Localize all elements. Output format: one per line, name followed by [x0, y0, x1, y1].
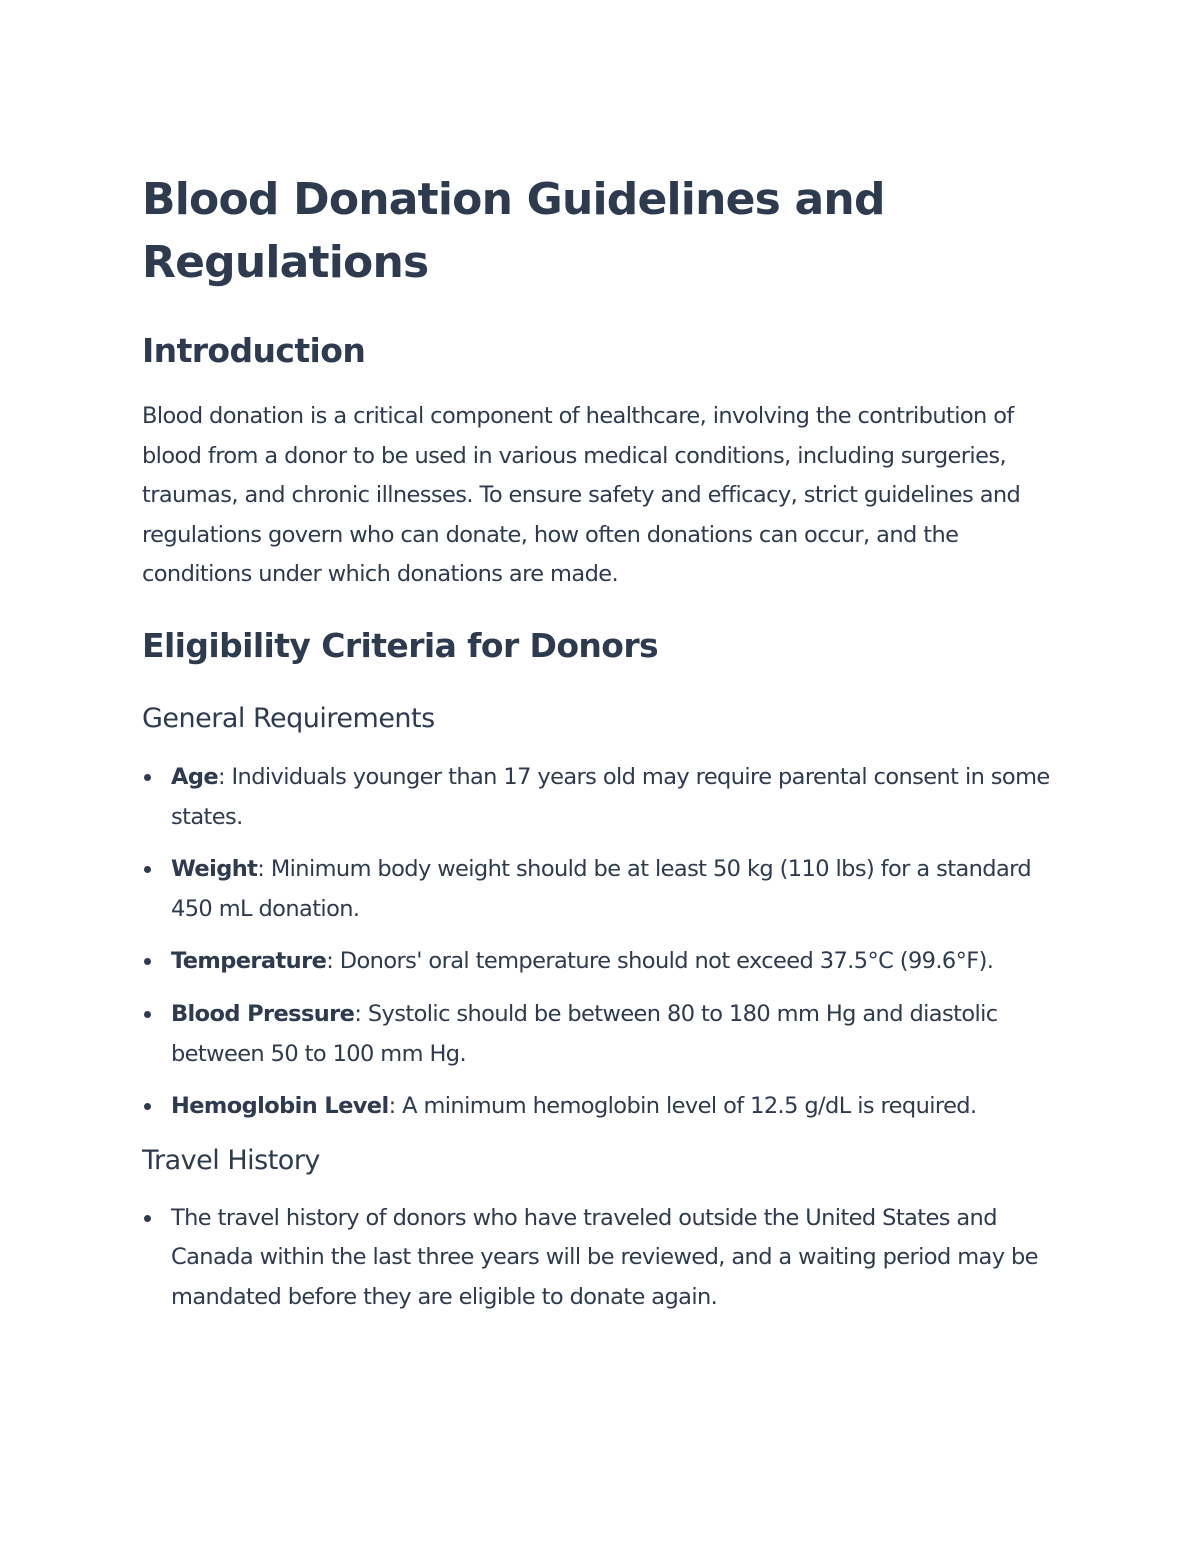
list-item-term: Blood Pressure: [171, 1000, 355, 1027]
list-item-text: : Donors' oral temperature should not exceed 37.5°C (99.6°F).: [326, 948, 994, 975]
subsection-heading-general-requirements: General Requirements: [142, 702, 435, 734]
list-item-text: : Systolic should be between 80 to 180 mm Hg and diastolic between 50 to 100 mm Hg.: [171, 1000, 998, 1067]
bullet-icon: [144, 1103, 151, 1110]
general-requirements-list: [142, 758, 1067, 1127]
bullet-icon: [144, 1011, 151, 1018]
list-item-term: Temperature: [171, 948, 327, 975]
travel-history-list: [142, 1199, 1067, 1318]
list-item-text: : A minimum hemoglobin level of 12.5 g/dL is required.: [388, 1093, 977, 1120]
bullet-icon: [144, 1215, 151, 1222]
list-item-term: Age: [171, 763, 218, 790]
list-item-weight: [142, 850, 1067, 929]
subsection-heading-travel-history: Travel History: [142, 1144, 320, 1176]
list-item-temperature: [142, 942, 1067, 982]
bullet-icon: [144, 774, 151, 781]
list-item-term: Hemoglobin Level: [171, 1093, 389, 1120]
list-item-travel: [142, 1199, 1067, 1318]
list-item-hemoglobin-level: [142, 1087, 1067, 1127]
document-title: Blood Donation Guidelines and Regulations: [142, 174, 885, 288]
list-item-blood-pressure: [142, 995, 1067, 1074]
section-heading-eligibility: Eligibility Criteria for Donors: [142, 625, 659, 665]
document-page: [142, 168, 1067, 1318]
introduction-paragraph: Blood donation is a critical component of healthcare, involving the contribution of blood from a donor to be used in various medical conditions, including surgeries, traumas, and chronic illnesses. To ensure safety and efficacy, strict guidelines and regulations govern who can donate, how often donations can occur, and the conditions under which donations are made.: [142, 403, 1021, 588]
bullet-icon: [144, 958, 151, 965]
list-item-text: : Minimum body weight should be at least 50 kg (110 lbs) for a standard 450 mL donation.: [171, 856, 1032, 922]
list-item-text: The travel history of donors who have traveled outside the United States and Canada within the last three years will be reviewed, and a waiting period may be mandated before they are eligible to donate again.: [171, 1204, 1038, 1310]
list-item-text: : Individuals younger than 17 years old may require parental consent in some states.: [171, 763, 1050, 830]
section-heading-introduction: Introduction: [142, 331, 366, 370]
list-item-term: Weight: [171, 856, 258, 883]
bullet-icon: [144, 866, 151, 873]
list-item-age: [142, 758, 1067, 837]
